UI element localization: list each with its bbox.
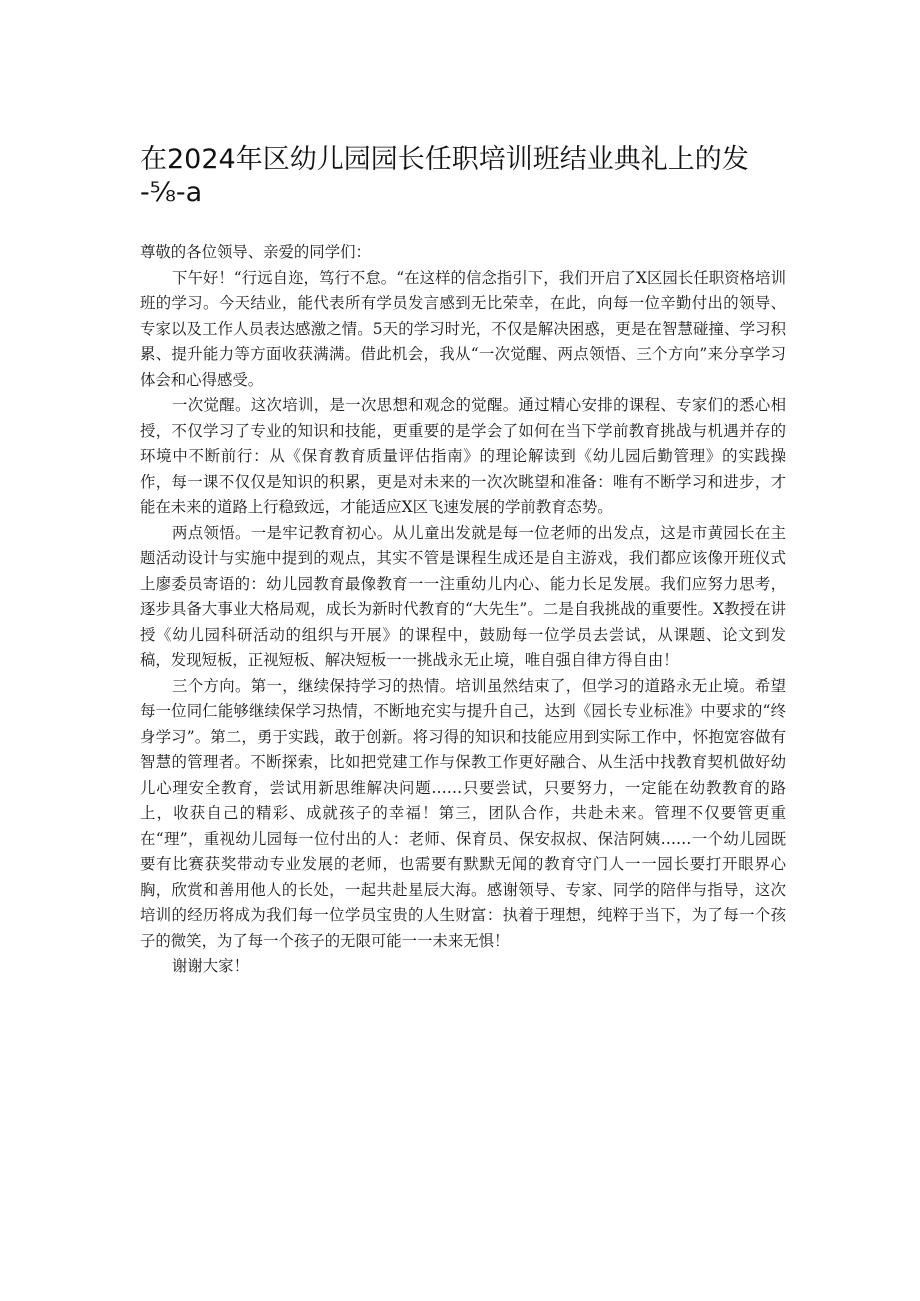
- document-body: [140, 240, 786, 980]
- salutation: 尊敬的各位领导、亲爱的同学们：: [140, 243, 371, 261]
- paragraph-greeting: 下午好！“行远自迩，笃行不怠。“在这样的信念指引下，我们开启了X区园长任职资格培训班的学习。今天结业，能代表所有学员发言感到无比荣幸，在此，向每一位辛勤付出的领导、专家以及工作人员表达感激之情。5天的学习时光，不仅是解决困惑，更是在智慧碰撞、学习积累、提升能力等方面收获满满。借此机会，我从“一次觉醒、两点领悟、三个方向”来分享学习体会和心得感受。: [140, 268, 786, 389]
- paragraph-insights: 两点领悟。一是牢记教育初心。从儿童出发就是每一位老师的出发点，这是市黄园长在主题活动设计与实施中提到的观点，其实不管是课程生成还是自主游戏，我们都应该像开班仪式上廖委员寄语的：幼儿园教育最像教育一一注重幼儿内心、能力长足发展。我们应努力思考，逐步具备大事业大格局观，成长为新时代教育的“大先生”。二是自我挑战的重要性。X教授在讲授《幼儿园科研活动的组织与开展》的课程中，鼓励每一位学员去尝试，从课题、论文到发稿，发现短板，正视短板、解决短板一一挑战永无止境，唯自强自律方得自由！: [140, 523, 786, 669]
- paragraph-awakening: 一次觉醒。这次培训，是一次思想和观念的觉醒。通过精心安排的课程、专家们的悉心相授，不仅学习了专业的知识和技能，更重要的是学会了如何在当下学前教育挑战与机遇并存的环境中不断前行：从《保育教育质量评估指南》的理论解读到《幼儿园后勤管理》的实践操作，每一课不仅仅是知识的积累，更是对未来的一次次眺望和准备：唯有不断学习和进步，才能在未来的道路上行稳致远，才能适应X区飞速发展的学前教育态势。: [140, 396, 786, 516]
- paragraph-directions: 三个方向。第一，继续保持学习的热情。培训虽然结束了，但学习的道路永无止境。希望每一位同仁能够继续保学习热情，不断地充实与提升自己，达到《园长专业标准》中要求的“终身学习”。第二，勇于实践，敢于创新。将习得的知识和技能应用到实际工作中，怀抱宽容做有智慧的管理者。不断探索，比如把党建工作与保教工作更好融合、从生活中找教育契机做好幼儿心理安全教育，尝试用新思维解决问题……只要尝试，只要努力，一定能在幼教教育的路上，收获自己的精彩、成就孩子的幸福！第三，团队合作，共赴未来。管理不仅要管更重在“理”，重视幼儿园每一位付出的人：老师、保育员、保安叔叔、保洁阿姨……一个幼儿园既要有比赛获奖带动专业发展的老师，也需要有默默无闻的教育守门人一一园长要打开眼界心胸，欣赏和善用他人的长处，一起共赴星辰大海。感谢领导、专家、同学的陪伴与指导，这次培训的经历将成为我们每一位学员宝贵的人生财富：执着于理想，纯粹于当下，为了每一个孩子的微笑，为了每一个孩子的无限可能一一未来无惧！: [140, 676, 786, 950]
- title-line-1: 在2024年区幼儿园园长任职培训班结业典礼上的发: [140, 144, 749, 175]
- document-title: [140, 143, 780, 209]
- title-line-2: -⅝-a: [140, 177, 203, 208]
- paragraph-thanks: 谢谢大家！: [172, 957, 249, 975]
